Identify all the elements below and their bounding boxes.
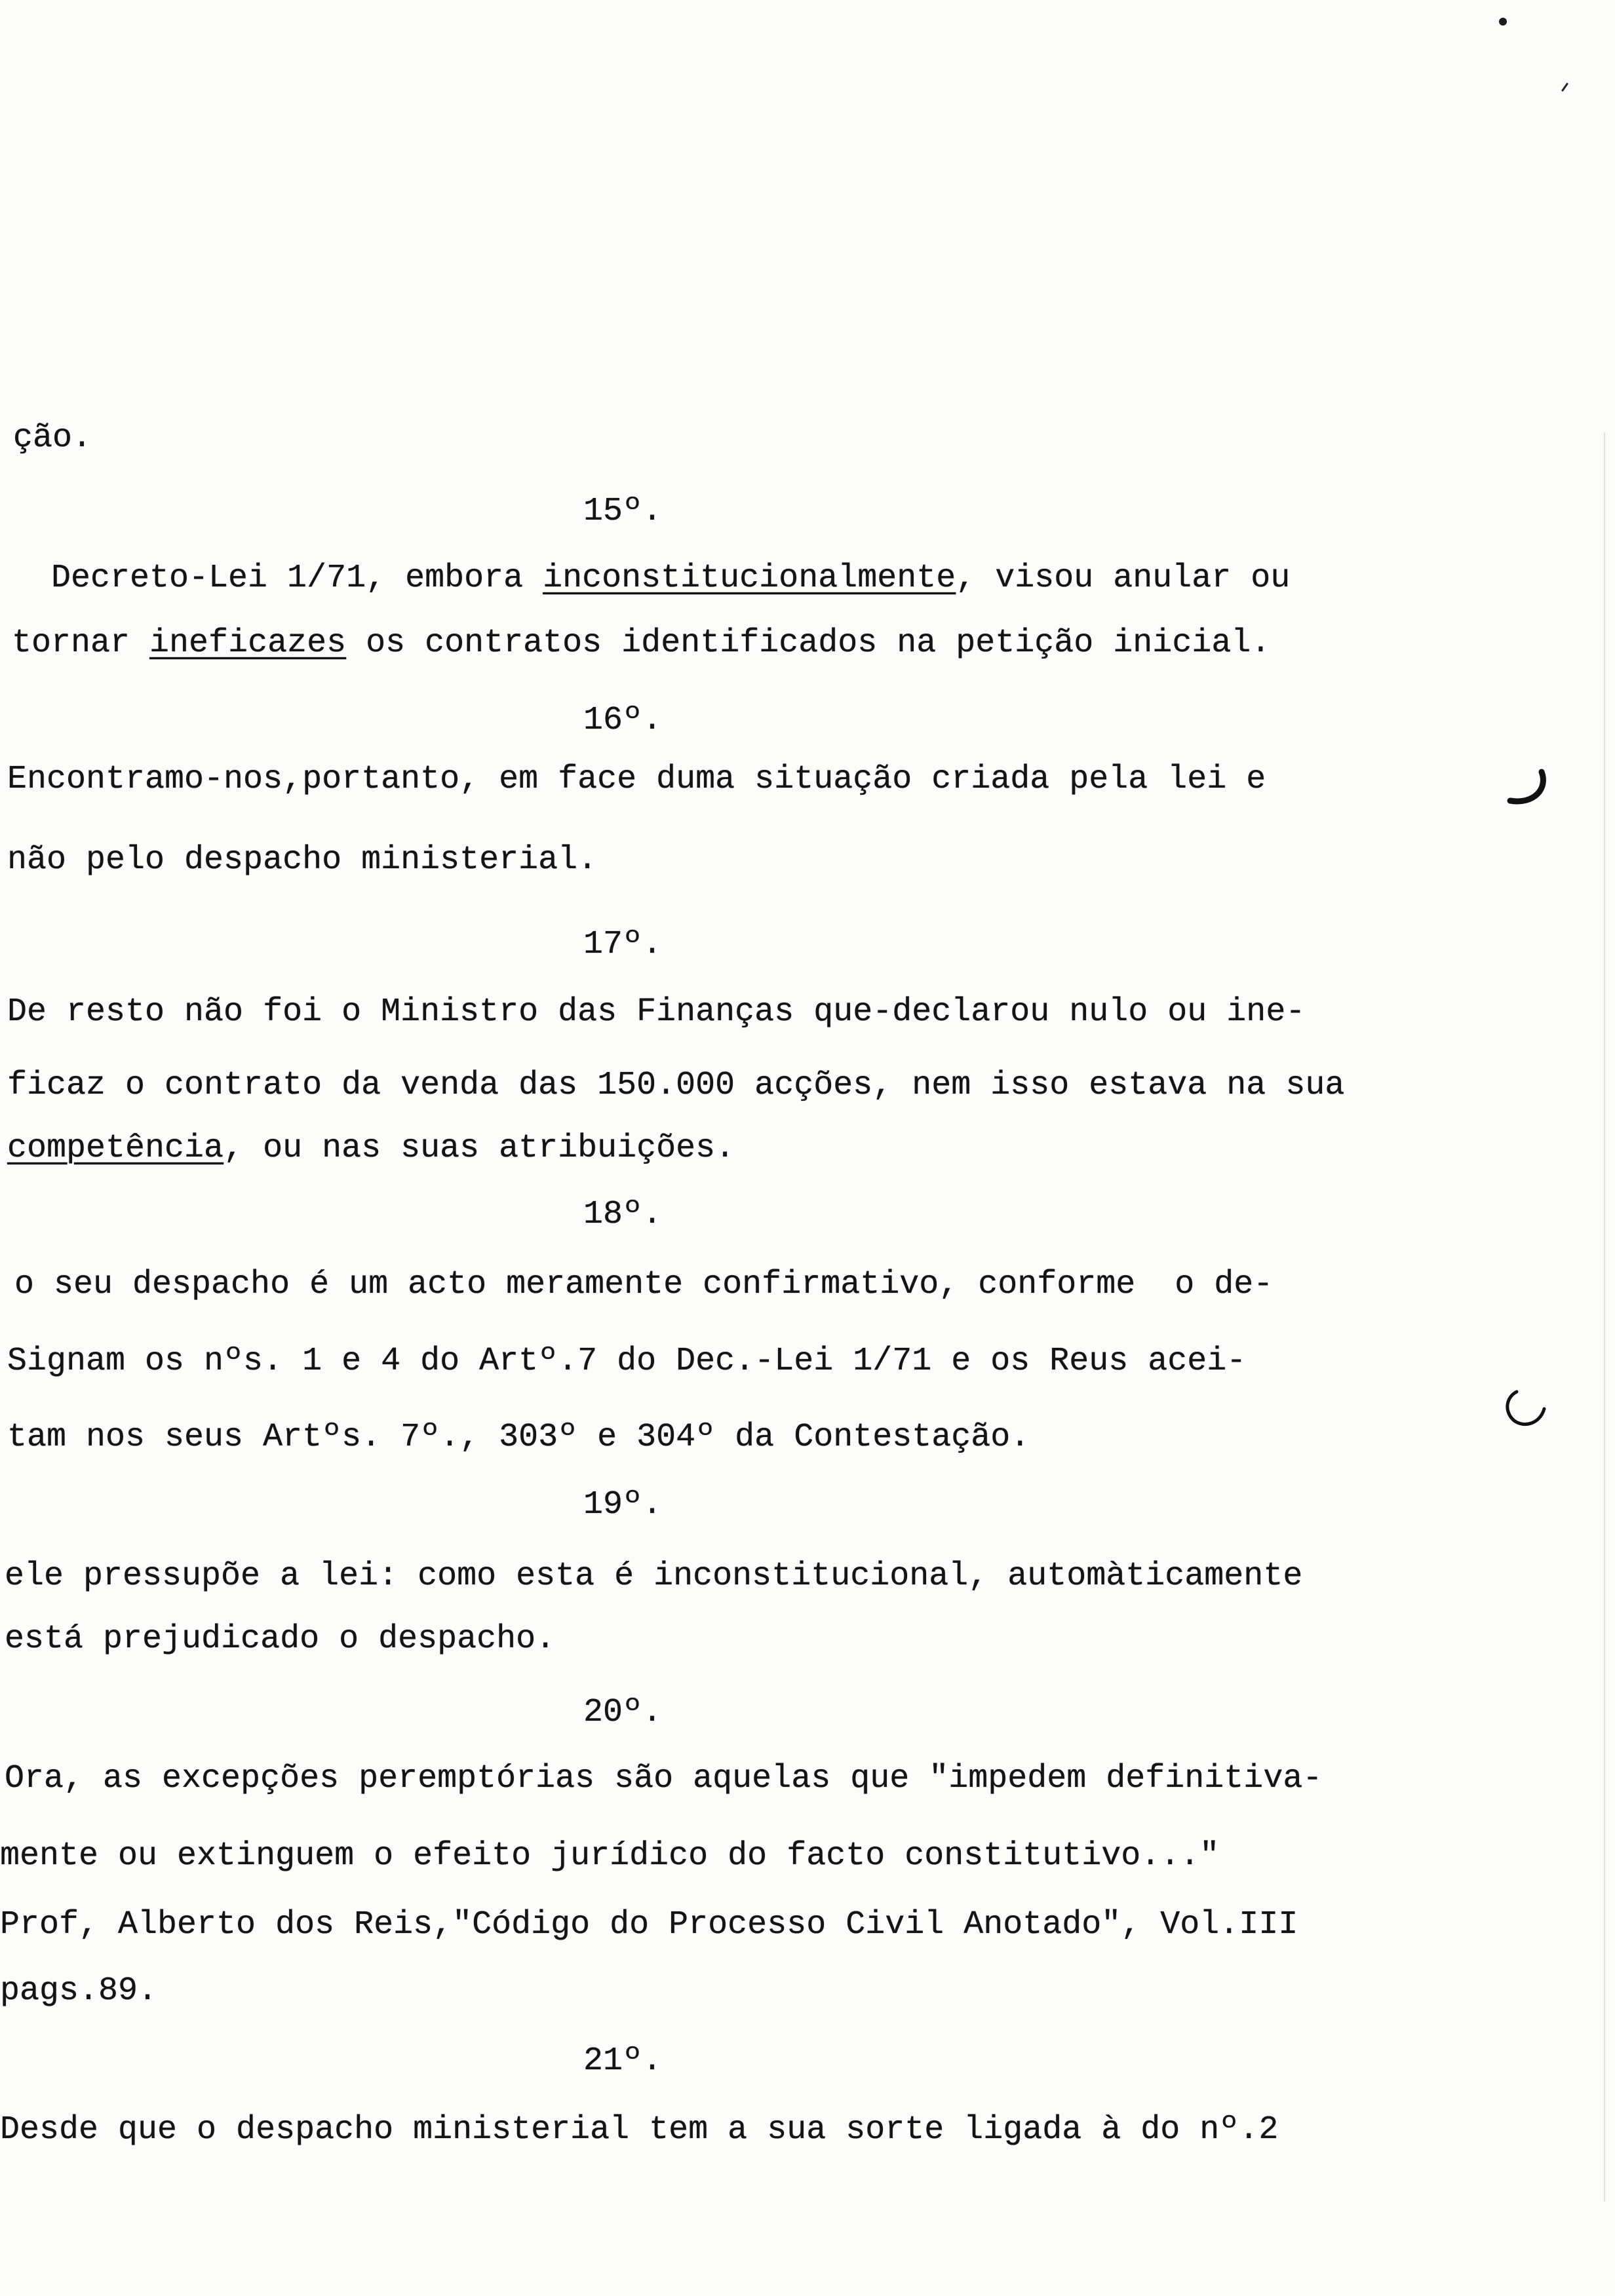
punch-hole-mark: [1500, 1383, 1552, 1435]
text-line: ficaz o contrato da venda das 150.000 acções, nem isso estava na sua: [7, 1067, 1345, 1104]
text-segment: , visou anular ou: [956, 560, 1291, 597]
text-segment: Decreto-Lei 1/71, embora: [51, 560, 543, 597]
text-segment: os contratos identificados na petição inicial.: [346, 624, 1271, 662]
punch-hole-mark: [1501, 767, 1553, 813]
article-number: 16º.: [583, 702, 663, 739]
text-line: tam nos seus Artºs. 7º., 303º e 304º da Contestação.: [7, 1419, 1030, 1456]
scan-edge-line: [1603, 432, 1606, 2202]
text-line: Encontramo-nos,portanto, em face duma situação criada pela lei e: [7, 761, 1266, 798]
text-segment: , ou nas suas atribuições.: [224, 1130, 735, 1167]
text-line: [51, 559, 1290, 598]
citation-line: pags.89.: [0, 1972, 158, 2010]
scan-speck-mark: [1560, 81, 1570, 93]
article-number: 19º.: [583, 1486, 663, 1523]
text-line: ele pressupõe a lei: como esta é inconstitucional, automàticamente: [5, 1558, 1303, 1595]
text-line: Desde que o despacho ministerial tem a sua sorte ligada à do nº.2: [0, 2111, 1279, 2149]
text-line: [12, 624, 1270, 663]
article-number: 21º.: [583, 2042, 663, 2080]
text-line: [7, 1129, 735, 1168]
text-line: Ora, as excepções peremptórias são aquelas que "impedem definitiva-: [5, 1760, 1323, 1797]
text-line: o seu despacho é um acto meramente confirmativo, conforme o de-: [14, 1266, 1274, 1303]
underlined-word: ineficazes: [149, 624, 347, 662]
underlined-word: competência: [7, 1130, 224, 1167]
article-number: 20º.: [583, 1694, 663, 1731]
underlined-word: inconstitucionalmente: [543, 560, 956, 597]
text-line: De resto não foi o Ministro das Finanças que-declarou nulo ou ine-: [7, 993, 1306, 1031]
text-line: não pelo despacho ministerial.: [7, 841, 598, 879]
scan-dot-mark: [1496, 14, 1510, 29]
article-number: 18º.: [583, 1196, 663, 1233]
continuation-text: ção.: [13, 419, 92, 457]
article-number: 15º.: [583, 493, 663, 530]
text-line: mente ou extinguem o efeito jurídico do facto constitutivo...": [0, 1837, 1220, 1875]
text-line: está prejudicado o despacho.: [5, 1620, 556, 1658]
text-segment: tornar: [12, 624, 150, 662]
citation-line: Prof, Alberto dos Reis,"Código do Processo Civil Anotado", Vol.III: [0, 1906, 1298, 1943]
text-line: Signam os nºs. 1 e 4 do Artº.7 do Dec.-Lei 1/71 e os Reus acei-: [7, 1343, 1247, 1380]
article-number: 17º.: [583, 926, 663, 963]
